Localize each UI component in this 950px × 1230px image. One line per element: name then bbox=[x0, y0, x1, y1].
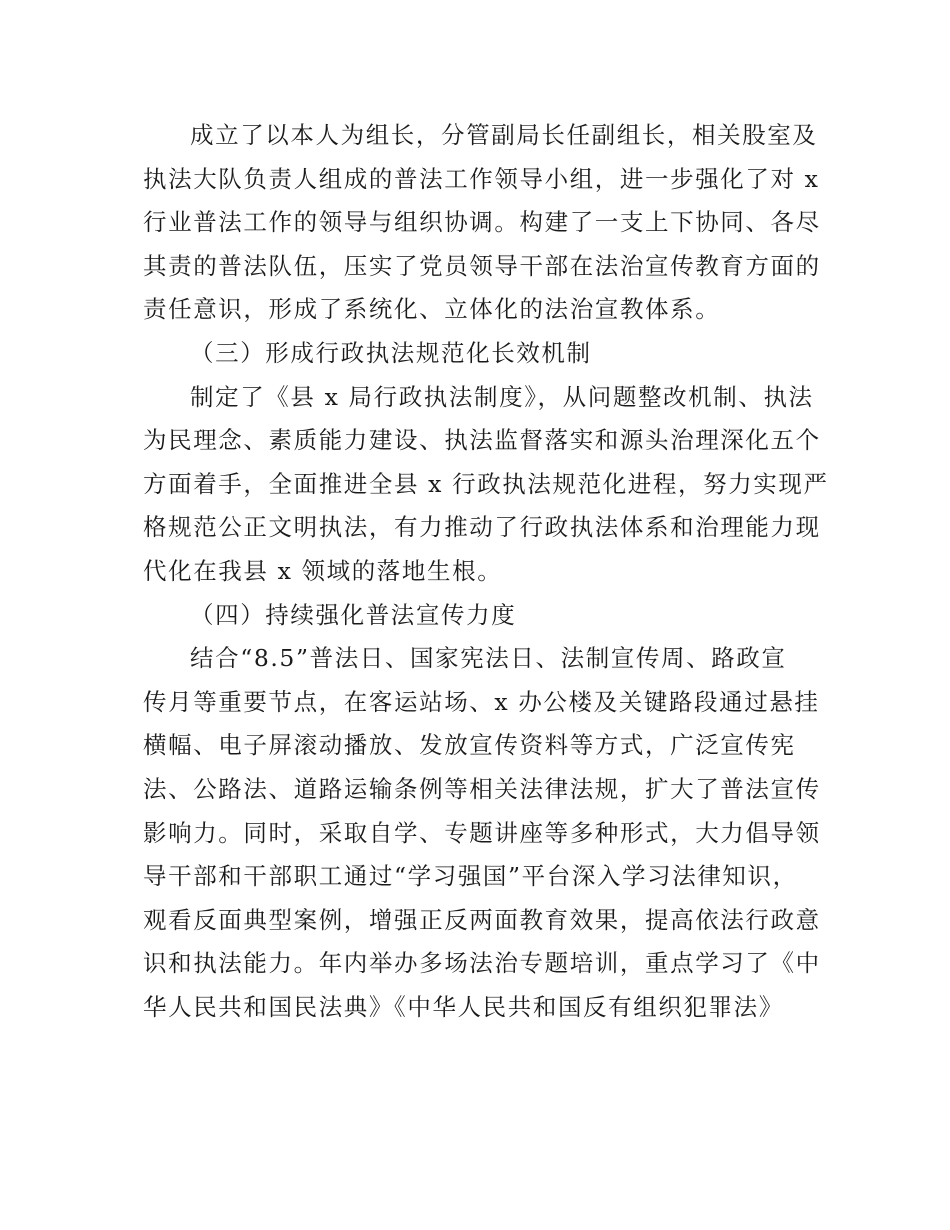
section-heading: （四）持续强化普法宣传力度 bbox=[190, 600, 517, 629]
paragraph-line: 传月等重要节点，在客运站场、x 办公楼及关键路段通过悬挂 bbox=[143, 687, 820, 716]
paragraph-line: 结合“8.5”普法日、国家宪法日、法制宣传周、路政宣 bbox=[190, 644, 787, 673]
paragraph-line: 观看反面典型案例，增强正反两面教育效果，提高依法行政意 bbox=[143, 905, 821, 934]
paragraph-line: 横幅、电子屏滚动播放、发放宣传资料等方式，广泛宣传宪 bbox=[143, 731, 796, 760]
document-body bbox=[143, 114, 829, 1029]
section-heading: （三）形成行政执法规范化长效机制 bbox=[190, 338, 592, 367]
paragraph-line: 法、公路法、道路运输条例等相关法律法规，扩大了普法宣传 bbox=[143, 774, 821, 803]
paragraph-line: 华人民共和国民法典》《中华人民共和国反有组织犯罪法》 bbox=[143, 992, 784, 1021]
paragraph-line: 成立了以本人为组长，分管副局长任副组长，相关股室及 bbox=[190, 121, 818, 149]
paragraph-line: 识和执法能力。年内举办多场法治专题培训，重点学习了《中 bbox=[143, 949, 821, 978]
paragraph-line: 方面着手，全面推进全县 x 行政执法规范化进程，努力实现严 bbox=[143, 469, 829, 498]
paragraph-line: 格规范公正文明执法，有力推动了行政执法体系和治理能力现 bbox=[143, 513, 821, 542]
paragraph-line: 制定了《县 x 局行政执法制度》，从问题整改机制、执法 bbox=[190, 382, 814, 411]
paragraph-line: 代化在我县 x 领域的落地生根。 bbox=[143, 556, 503, 585]
paragraph-line: 影响力。同时，采取自学、专题讲座等多种形式，大力倡导领 bbox=[143, 818, 821, 847]
paragraph-line: 其责的普法队伍，压实了党员领导干部在法治宣传教育方面的 bbox=[143, 251, 821, 280]
paragraph-line: 导干部和干部职工通过“学习强国”平台深入学习法律知识， bbox=[143, 862, 798, 891]
paragraph-line: 为民理念、素质能力建设、执法监督落实和源头治理深化五个 bbox=[143, 426, 821, 455]
paragraph-line: 执法大队负责人组成的普法工作领导小组，进一步强化了对 x bbox=[143, 164, 820, 193]
paragraph-line: 行业普法工作的领导与组织协调。构建了一支上下协同、各尽 bbox=[143, 208, 821, 237]
paragraph-line: 责任意识，形成了系统化、立体化的法治宣教体系。 bbox=[143, 295, 721, 324]
